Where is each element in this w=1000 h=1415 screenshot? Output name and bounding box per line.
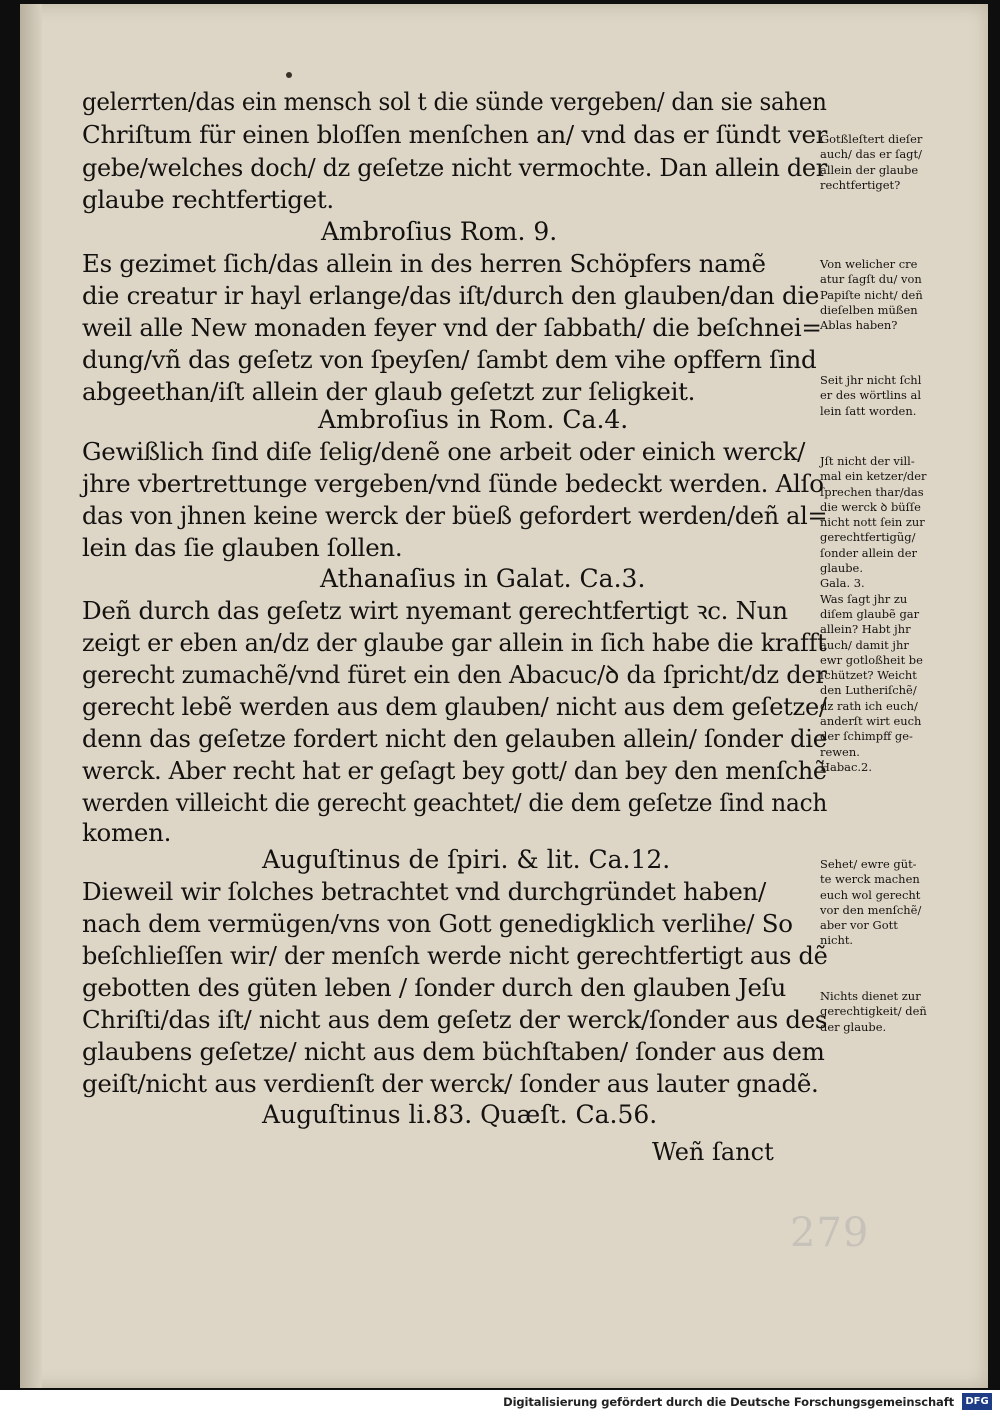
text-line: gebotten des güten leben / ſonder durch den glauben Jeſu (82, 973, 786, 1002)
note-line: ſchützet? Weicht (820, 668, 917, 683)
note-line: den Lutheriſchẽ/ (820, 683, 917, 698)
note-line: dieſelben müßen (820, 302, 918, 317)
note-line: diſem glaubẽ gar (820, 606, 920, 621)
text-line: nach dem vermügen/vns von Gott genedigklich verlihe/ So (82, 909, 793, 938)
catchword: Weñ ſanct (652, 1138, 774, 1166)
note-line: allein der glaube (820, 162, 919, 177)
section-heading: Auguſtinus li.83. Quæſt. Ca.56. (262, 1100, 658, 1129)
note-line: anderſt wirt euch (820, 714, 922, 729)
text-line: glaube rechtfertiget. (82, 185, 334, 214)
note-line: atur ſagſt du/ von (820, 272, 922, 287)
note-line: Gotßleſtert dieſer (820, 132, 923, 146)
text-line: abgeethan/iſt allein der glaub geſetzt zur ſeligkeit. (82, 377, 696, 406)
text-line: Deñ durch das geſetz wirt nyemant gerechtfertigt ꝛc. Nun (82, 596, 788, 625)
book-page (20, 4, 988, 1388)
note-line: nicht nott ſein zur (820, 515, 925, 530)
note-line: Von welicher cre (820, 257, 918, 271)
text-line: Gewißlich ſind diſe ſelig/denẽ one arbeit oder einich werck/ (82, 437, 806, 466)
note-line: der ſchimpff ge- (820, 729, 913, 744)
note-line: euch wol gerecht (820, 887, 921, 902)
note-line: Sehet/ ewre güt- (820, 857, 917, 871)
text-line: komen. (82, 818, 172, 847)
text-line: Chriſti/das iſt/ nicht aus dem geſetz der werck/ſonder aus des (82, 1005, 828, 1034)
marginal-note (820, 257, 980, 333)
note-line: nicht. (820, 933, 854, 948)
text-line: weil alle New monaden feyer vnd der ſabbath/ die beſchnei= (82, 313, 822, 342)
note-line: Papiſte nicht/ deñ (820, 287, 923, 302)
note-line: rewen. (820, 744, 860, 759)
note-line: der glaube. (820, 1019, 887, 1034)
marginal-note (820, 989, 980, 1035)
text-line: die creatur ir hayl erlange/das iſt/durch den glauben/dan die (82, 281, 820, 310)
note-line: allein? Habt jhr (820, 622, 911, 637)
note-line: ewr gotloßheit be (820, 652, 923, 667)
note-line: te werck machen (820, 872, 920, 887)
text-line: gebe/welches doch/ dz geſetze nicht vermochte. Dan allein der (82, 153, 827, 182)
text-line: werden villeicht die gerecht geachtet/ die dem geſetze ſind nach (82, 788, 828, 817)
page-gutter (20, 4, 42, 1388)
footer-bar (0, 1390, 1000, 1415)
text-line: Dieweil wir ſolches betrachtet vnd durchgründet haben/ (82, 877, 766, 906)
note-line: Nichts dienet zur (820, 989, 921, 1003)
marginal-note (820, 454, 980, 775)
note-line: auch/ das er ſagt/ (820, 147, 922, 162)
page-number: 279 (790, 1210, 870, 1256)
text-line: zeigt er eben an/dz der glaube gar allein in ſich habe die krafft (82, 628, 827, 657)
text-line: gerecht zumachẽ/vnd füret ein den Abacuc/ꝺ da ſpricht/dz der (82, 660, 827, 689)
text-line: Es gezimet ſich/das allein in des herren Schöpfers namẽ (82, 249, 766, 278)
section-heading: Ambroſius in Rom. Ca.4. (318, 405, 629, 434)
ink-speck (286, 72, 292, 78)
note-line: rechtfertiget? (820, 177, 901, 192)
note-line: ſonder allein der (820, 545, 917, 560)
note-line: auch/ damit jhr (820, 637, 909, 652)
note-line: gerechtfertigũg/ (820, 530, 916, 545)
funding-credit: Digitalisierung gefördert durch die Deutsche Forschungsgemeinschaft (503, 1395, 954, 1409)
note-line: Jſt nicht der vill- (820, 454, 915, 468)
note-line: er des wörtlins al (820, 388, 922, 403)
note-line: vor den menſchẽ/ (820, 902, 922, 917)
note-line: die werck ꝺ büſſe (820, 499, 921, 514)
note-line: gerechtigkeit/ deñ (820, 1004, 927, 1019)
text-line: werck. Aber recht hat er geſagt bey gott/ dan bey den menſchẽ (82, 756, 827, 785)
note-line: ſprechen thar/das (820, 484, 924, 499)
text-line: denn das geſetze fordert nicht den gelauben allein/ ſonder die (82, 724, 827, 753)
text-line: geiſt/nicht aus verdienſt der werck/ ſonder aus lauter gnadẽ. (82, 1069, 819, 1098)
text-line: gerecht lebẽ werden aus dem glauben/ nicht aus dem geſetze/ (82, 692, 827, 721)
note-line: Ablas haben? (820, 318, 898, 333)
section-heading: Auguſtinus de ſpiri. & lit. Ca.12. (262, 845, 671, 874)
text-line: jhre vbertrettunge vergeben/vnd ſünde bedeckt werden. Alſo (82, 469, 824, 498)
text-line: das von jhnen keine werck der büeß gefordert werden/deñ al= (82, 501, 828, 530)
text-line: gelerrten/das ein mensch sol t die sünde vergeben/ dan sie sahen (82, 87, 827, 116)
note-line: dz rath ich euch/ (820, 698, 918, 713)
text-line: lein das ſie glauben ſollen. (82, 533, 403, 562)
note-line: glaube. (820, 561, 863, 576)
note-line: lein ſatt worden. (820, 403, 917, 418)
text-line: beſchlieſſen wir/ der menſch werde nicht gerechtfertigt aus dẽ (82, 941, 828, 970)
note-line: aber vor Gott (820, 918, 898, 933)
note-line: mal ein ketzer/der (820, 469, 927, 484)
text-line: glaubens geſetze/ nicht aus dem büchſtaben/ ſonder aus dem (82, 1037, 825, 1066)
marginal-note (820, 132, 980, 193)
text-line: dung/vñ das geſetz von ſpeyſen/ ſambt dem vihe opffern ſind (82, 345, 817, 374)
dfg-logo[interactable]: DFG (962, 1393, 992, 1410)
marginal-note (820, 857, 980, 949)
section-heading: Athanaſius in Galat. Ca.3. (320, 564, 646, 593)
note-line: Was ſagt jhr zu (820, 591, 908, 606)
note-line: Habac.2. (820, 759, 872, 774)
note-line: Gala. 3. (820, 576, 865, 591)
marginal-note (820, 373, 980, 419)
section-heading: Ambroſius Rom. 9. (321, 217, 558, 246)
text-line: Chriſtum für einen bloſſen menſchen an/ vnd das er ſündt ver (82, 120, 828, 149)
note-line: Seit jhr nicht ſchl (820, 373, 922, 387)
